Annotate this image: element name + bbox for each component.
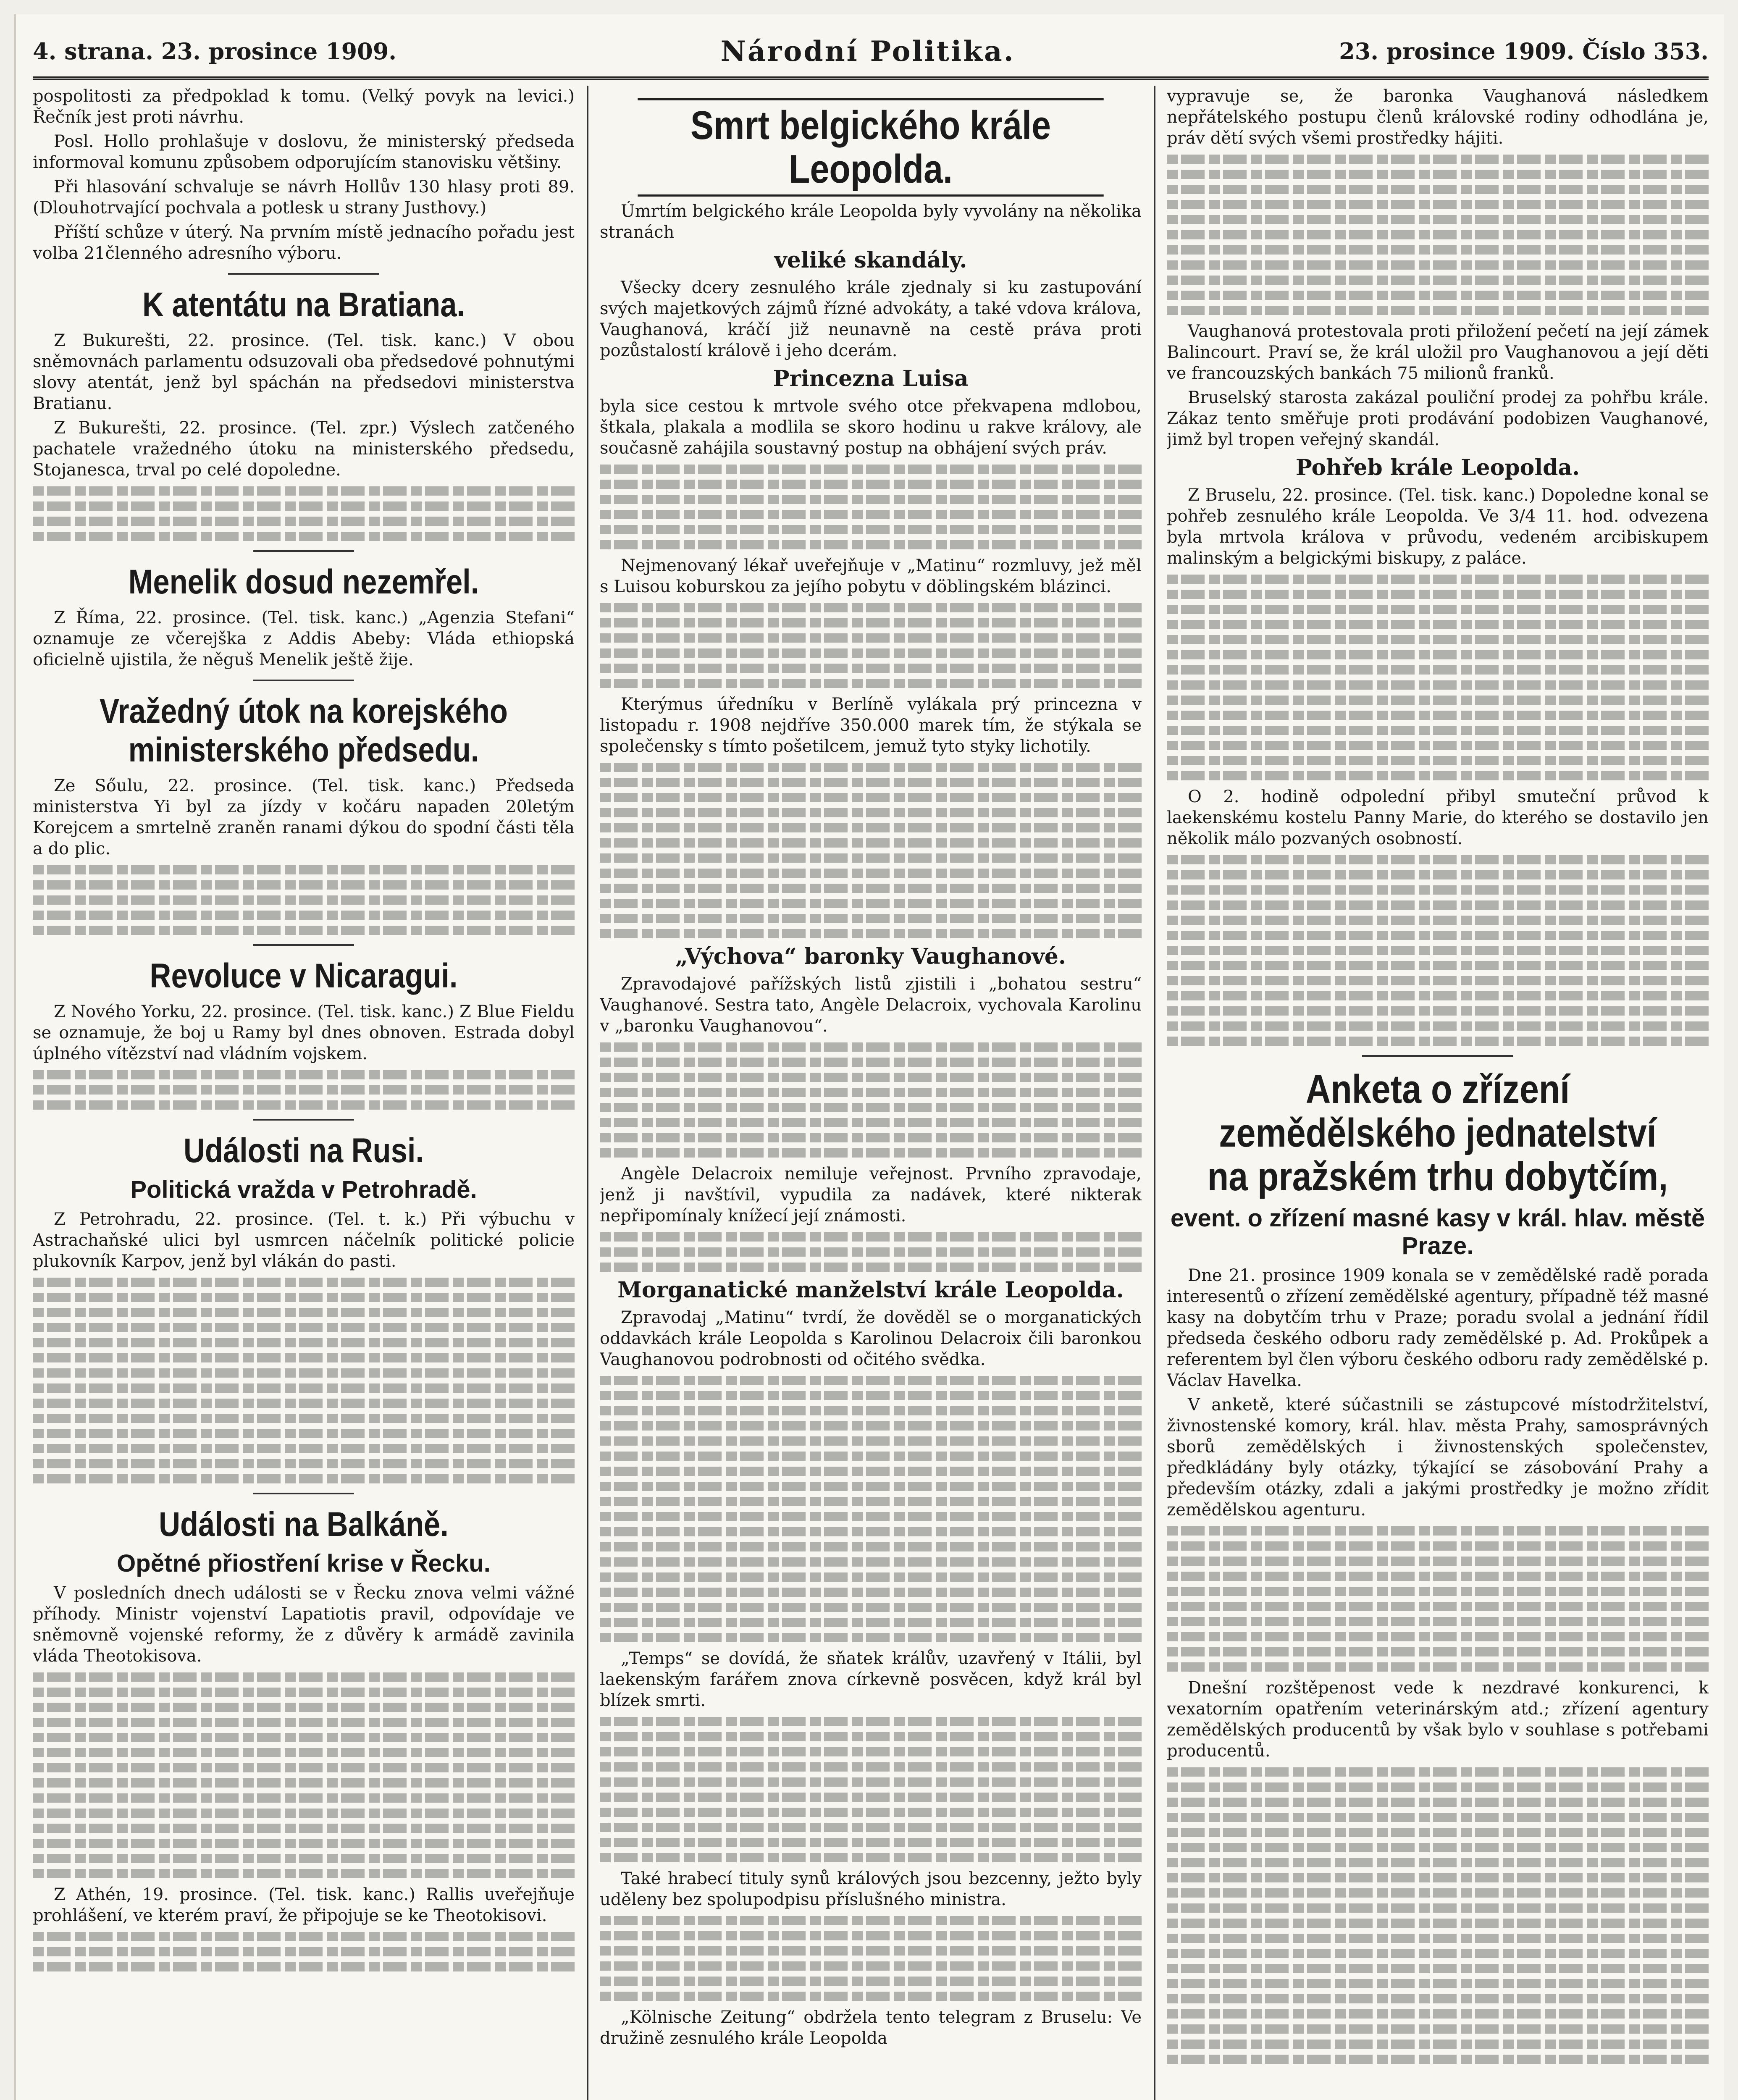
article-text: Úmrtím belgického krále Leopolda byly vyvolány na několika stranách [600, 202, 1142, 242]
subheadline: veliké skandály. [774, 247, 967, 273]
article-text: Posl. Hollo prohlašuje v doslovu, že ministerský předseda informoval komunu způsobem odporujícím stanovisku většiny. [33, 132, 575, 172]
headline: Události na Balkáně. [159, 1505, 449, 1544]
article-text: „Temps“ se dovídá, že sňatek králův, uzavřený v Itálii, byl laekenským farářem znova církevně posvěcen, když král byl blízek smrti. [600, 1649, 1142, 1710]
separator [1362, 1055, 1513, 1057]
article-text: pospolitosti za předpoklad k tomu. (Velký povyk na levici.) Řečník jest proti návrhu. [33, 87, 575, 127]
text-lines [33, 1932, 575, 1971]
subheadline: „Výchova“ baronky Vaughanové. [675, 944, 1066, 969]
text-lines [1167, 155, 1709, 315]
newspaper-page [14, 14, 1724, 2100]
article-text: Z Říma, 22. prosince. (Tel. tisk. kanc.) „Agenzia Stefani“ oznamuje ze včerejška z Addis Abeby: Vláda ethiopská oficielně ujistila, že něguš Menelik ještě žije. [33, 608, 575, 669]
text-lines [33, 1278, 575, 1483]
text-lines [1167, 1767, 1709, 2064]
column-middle [600, 86, 1142, 2100]
article-text: Z Athén, 19. prosince. (Tel. tisk. kanc.) Rallis uveřejňuje prohlášení, ve kterém praví, že připojuje se ke Theotokisovi. [33, 1885, 575, 1925]
article-text: Nejmenovaný lékař uveřejňuje v „Matinu“ rozmluvy, jež měl s Luisou koburskou za jejího pobytu v döblingském blázinci. [600, 556, 1142, 596]
text-lines [600, 1717, 1142, 1862]
article-text: V anketě, které súčastnili se zástupcové místodržitelství, živnostenské komory, král. hlav. města Prahy, samosprávných sborů zemědělských i živnostenských společenstev, předkládány byly otázky, týkající se zásobování Prahy a především otázky, zdali a jakými prostředky je možno zřídit zemědělskou agenturu. [1167, 1395, 1709, 1520]
article-text: Z Bukurešti, 22. prosince. (Tel. zpr.) Výslech zatčeného pachatele vražedného útoku na ministerského předsedu, Stojanesca, trval po celé dopoledne. [33, 418, 575, 480]
article-text: Dne 21. prosince 1909 konala se v zemědělské radě porada interesentů o zřízení zemědělské agentury, případně též masné kasy na dobytčím trhu v Praze; poradu svolal a jednání řídil předseda českého odboru rady zemědělské p. Ad. Prokůpek a referentem byl člen výboru českého odboru rady zemědělské p. Václav Havelka. [1167, 1266, 1709, 1390]
text-lines [600, 603, 1142, 688]
headline: Anketa o zřízení zemědělského jednatelství na pražském trhu dobytčím, [1207, 1067, 1668, 1199]
separator [253, 1119, 354, 1121]
article-text: Při hlasování schvaluje se návrh Hollův 130 hlasy proti 89. (Dlouhotrvající pochvala a potlesk u strany Justhovy.) [33, 177, 575, 218]
text-lines [1167, 855, 1709, 1046]
article-text: Také hrabecí tituly synů králových jsou bezcenny, ježto byly uděleny bez spolupodpisu příslušného ministra. [600, 1869, 1142, 1909]
article-text: vypravuje se, že baronka Vaughanová následkem nepřátelského postupu členů královské rodiny odhodlána je, práv dětí svých všemi prostředky hájiti. [1167, 87, 1709, 148]
article-text: Z Nového Yorku, 22. prosince. (Tel. tisk. kanc.) Z Blue Fieldu se oznamuje, že boj u Ramy byl dnes obnoven. Estrada dobyl úplného vítězství nad vládním vojskem. [33, 1002, 575, 1063]
separator [253, 550, 354, 552]
subheadline: Pohřeb krále Leopolda. [1295, 455, 1580, 480]
article-text: „Kölnische Zeitung“ obdržela tento telegram z Bruselu: Ve družině zesnulého krále Leopolda [600, 2008, 1142, 2048]
subheadline: event. o zřízení masné kasy v král. hlav. městě Praze. [1170, 1205, 1705, 1260]
headline: Revoluce v Nicaragui. [150, 957, 458, 995]
article-text: Z Bruselu, 22. prosince. (Tel. tisk. kanc.) Dopoledne konal se pohřeb zesnulého krále Leopolda. Ve 3/4 11. hod. odvezena byla mrtvola králova v průvodu, vedeném arcibiskupem malinským a belgickými biskupy, z paláce. [1167, 486, 1709, 568]
article-text: Z Petrohradu, 22. prosince. (Tel. t. k.) Při výbuchu v Astrachaňské ulici byl usmrcen náčelník politické policie plukovník Karpov, jenž byl vlákán do pasti. [33, 1210, 575, 1271]
article-text: Všecky dcery zesnulého krále zjednaly si ku zastupování svých majetkových zájmů řízné advokáty, a také vdova králova, Vaughanová, kráčí již neunavně na cestě práva proti pozůstalostí králově i jeho dcerám. [600, 278, 1142, 360]
separator [253, 1493, 354, 1494]
column-left [33, 86, 575, 2100]
separator [253, 680, 354, 681]
article-text: Vaughanová protestovala proti přiložení pečetí na její zámek Balincourt. Praví se, že král uložil pro Vaughanovou a její děti ve francouzských bankách 75 milionů franků. [1167, 322, 1709, 383]
article-text: Angèle Delacroix nemiluje veřejnost. Prvního zpravodaje, jenž ji navštívil, vypudila za nadávek, které nikterak nepřipomínaly knížecí její známosti. [600, 1164, 1142, 1226]
columns [33, 86, 1709, 2100]
headline: Smrt belgického krále Leopolda. [638, 98, 1103, 197]
separator [228, 273, 379, 275]
column-right [1167, 86, 1709, 2100]
text-lines [600, 1042, 1142, 1158]
text-lines [600, 1232, 1142, 1272]
text-lines [33, 1672, 575, 1878]
text-lines [33, 486, 575, 541]
article-text: Z Bukurešti, 22. prosince. (Tel. tisk. kanc.) V obou sněmovnách parlamentu odsuzovali oba předsedové pohnutými slovy atentát, jenž byl spáchán na předsedovi ministerstva Bratianu. [33, 331, 575, 413]
text-lines [33, 865, 575, 935]
text-lines [1167, 575, 1709, 780]
article-text: byla sice cestou k mrtvole svého otce překvapena mdlobou, štkala, plakala a modlila se skoro hodinu u rakve královy, ale současně zahájila soustavný postup na obhájení svých práv. [600, 396, 1142, 458]
article-text: Kterýmus úředníku v Berlíně vylákala prý princezna v listopadu r. 1908 nejdříve 350.000 marek tím, že stýkala se společensky s tímto pošetilcem, jemuž tyto styky lichotily. [600, 695, 1142, 756]
column-rule [1154, 86, 1155, 2100]
article-text: O 2. hodině odpolední přibyl smuteční průvod k laekenskému kostelu Panny Marie, do kterého se dostavilo jen několik málo pozvaných osobností. [1167, 787, 1709, 848]
text-lines [600, 1376, 1142, 1642]
text-lines [1167, 1526, 1709, 1672]
headline: K atentátu na Bratiana. [142, 286, 465, 324]
article-text: Bruselský starosta zakázal pouliční prodej za pohřbu krále. Zákaz tento směřuje proti prodávání podobizen Vaughanové, jimž byl tropen veřejný skandál. [1167, 388, 1709, 449]
text-lines [33, 1070, 575, 1110]
text-lines [600, 763, 1142, 938]
article-text: Dnešní rozštěpenost vede k nezdravé konkurenci, k vexatorním opatřením veterinárským atd.; zřízení agentury zemědělských producentů by však bylo v souhlase s potřebami producentů. [1167, 1678, 1709, 1761]
headline: Menelik dosud nezemřel. [128, 563, 479, 601]
column-rule [587, 86, 588, 2100]
article-text: Zpravodaj „Matinu“ tvrdí, že dověděl se o morganatických oddavkách krále Leopolda s Karolinou Delacroix čili baronkou Vaughanovou podrobnosti od očitého svědka. [600, 1308, 1142, 1369]
article-text: Ze Sőulu, 22. prosince. (Tel. tisk. kanc.) Předseda ministerstva Yi byl za jízdy v kočáru napaden 20letým Korejcem a smrtelně zraněn ranami dýkou do spodní části těla a do plic. [33, 776, 575, 858]
header-date-left: 4. strana. 23. prosince 1909. [33, 38, 397, 65]
article-text: Zpravodajové pařížských listů zjistili i „bohatou sestru“ Vaughanové. Sestra tato, Angèle Delacroix, vychovala Karolinu v „baronku Vaughanovou“. [600, 974, 1142, 1036]
article-text: Příští schůze v úterý. Na prvním místě jednacího pořadu jest volba 21členného adresního výboru. [33, 223, 575, 263]
separator [253, 944, 354, 946]
subheadline: Politická vražda v Petrohradě. [130, 1176, 477, 1203]
page-header [33, 26, 1709, 80]
headline: Události na Rusi. [183, 1131, 424, 1170]
article-text: V posledních dnech události se v Řecku znova velmi vážné příhody. Ministr vojenství Lapatiotis pravil, odpovídaje ve sněmovně vojenské reformy, že z důvěry k armádě zavinila vláda Theotokisova. [33, 1583, 575, 1666]
masthead: Národní Politika. [720, 35, 1015, 68]
subheadline: Morganatické manželství krále Leopolda. [617, 1277, 1124, 1303]
headline: Vražedný útok na korejského ministerského předsedu. [100, 692, 508, 769]
header-date-right: 23. prosince 1909. Číslo 353. [1339, 38, 1709, 65]
subheadline: Opětné přiostření krise v Řecku. [117, 1550, 491, 1577]
subheadline: Princezna Luisa [773, 366, 969, 391]
text-lines [600, 1916, 1142, 2001]
text-lines [600, 465, 1142, 549]
